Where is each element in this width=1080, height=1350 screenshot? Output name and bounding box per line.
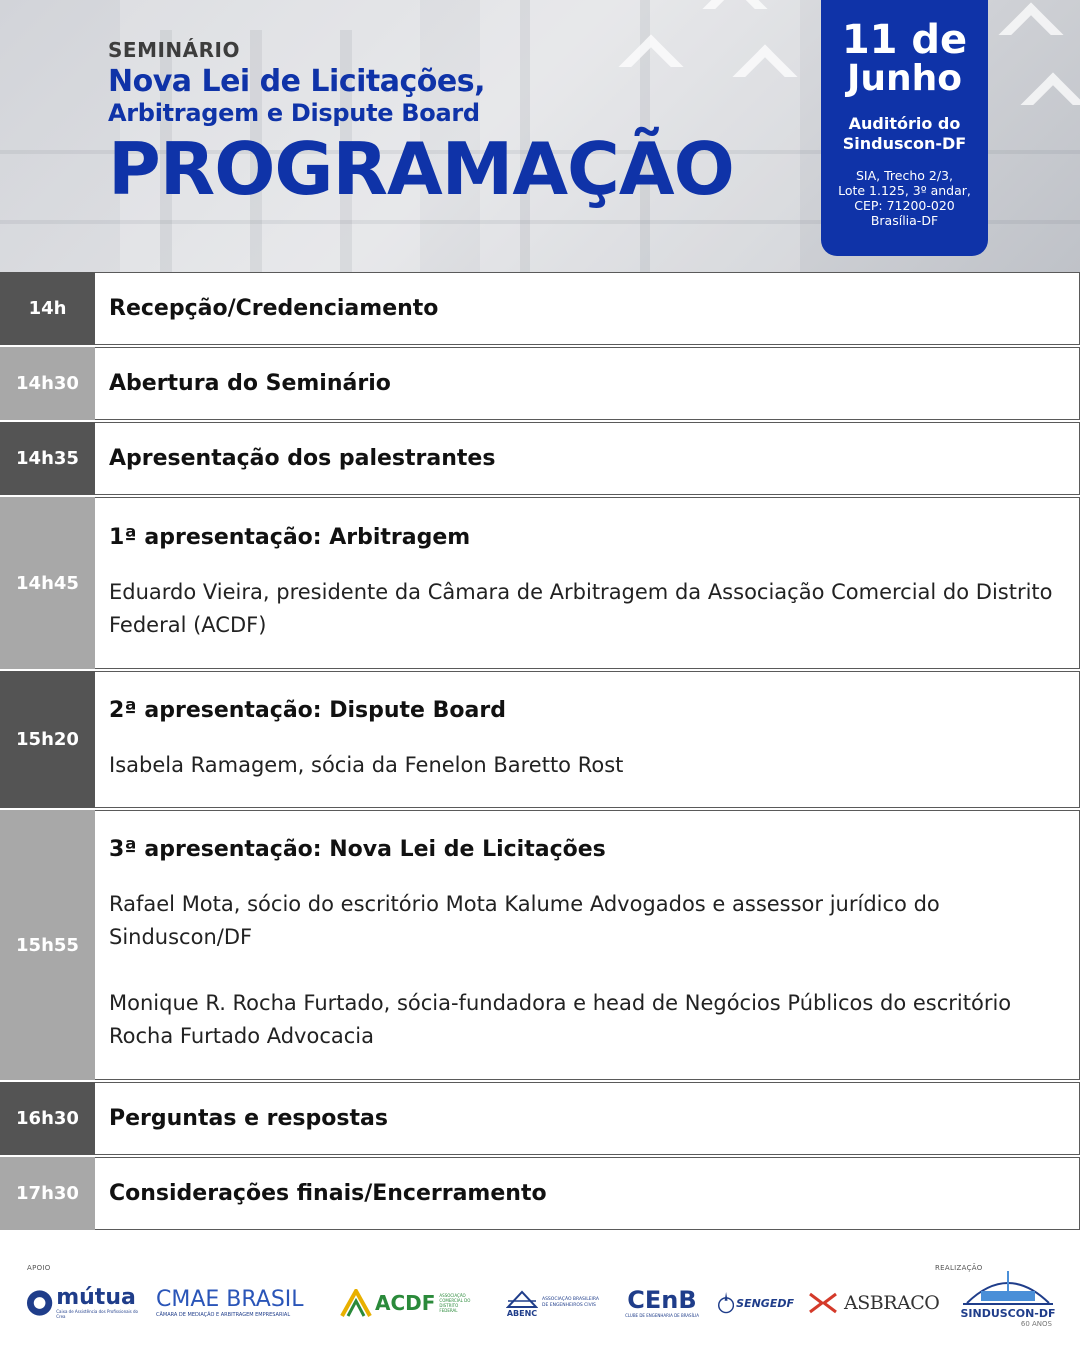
event-venue-line2: Sinduscon-DF [842, 134, 967, 153]
schedule-time: 14h45 [0, 497, 95, 669]
logo-cmae [156, 1278, 328, 1328]
schedule-content [95, 497, 1080, 669]
mutua-logo-icon [26, 1289, 53, 1317]
abenc-name: ABENC [506, 1308, 538, 1318]
diamond-decoration-icon [1020, 72, 1080, 137]
event-month: Junho [846, 58, 962, 99]
schedule-content [95, 1157, 1080, 1230]
sinduscon-anniversary: 60 ANOS [1020, 1320, 1052, 1328]
cenb-name: CEnB [627, 1285, 697, 1314]
abenc-logo-icon [506, 1289, 538, 1309]
event-kicker: SEMINÁRIO [108, 38, 240, 62]
cmae-name: CMAE BRASIL [156, 1286, 304, 1312]
realization-label: REALIZAÇÃO [935, 1264, 983, 1272]
sponsors-footer [0, 1234, 1080, 1350]
schedule-title: Abertura do Seminário [109, 371, 391, 396]
schedule-time: 14h [0, 272, 95, 345]
schedule-content [95, 671, 1080, 808]
schedule-row [0, 497, 1080, 671]
schedule-row [0, 272, 1080, 347]
event-title-line2: Arbitragem e Dispute Board [108, 99, 480, 127]
schedule-content [95, 810, 1080, 1080]
schedule-title: 2ª apresentação: Dispute Board [109, 697, 506, 723]
mutua-subtitle: Caixa de Assistência dos Profissionais do Crea [56, 1309, 139, 1319]
logo-asbraco [808, 1278, 944, 1328]
header-title-block [108, 38, 734, 211]
sinduscon-logo-icon [961, 1269, 1055, 1307]
schedule-time: 15h55 [0, 810, 95, 1080]
schedule-speaker: Monique R. Rocha Furtado, sócia-fundadora e head de Negócios Públicos do escritório Rocha Furtado Advocacia [109, 991, 1012, 1048]
page-title: PROGRAMAÇÃO [108, 127, 734, 211]
logo-abenc [506, 1278, 610, 1328]
schedule-speaker: Isabela Ramagem, sócia da Fenelon Baretto Rost [109, 752, 624, 777]
schedule-title: 3ª apresentação: Nova Lei de Licitações [109, 837, 606, 862]
event-date-box [821, 0, 988, 256]
schedule-title: 1ª apresentação: Arbitragem [109, 524, 471, 550]
event-day: 11 de [841, 17, 968, 63]
schedule-row [0, 671, 1080, 810]
schedule-title: Apresentação dos palestrantes [109, 446, 496, 471]
schedule-speaker: Eduardo Vieira, presidente da Câmara de Arbitragem da Associação Comercial do Distrito Federal (ACDF) [109, 579, 1053, 637]
schedule-row [0, 422, 1080, 497]
event-address [821, 168, 988, 228]
schedule-time: 17h30 [0, 1157, 95, 1230]
schedule-content [95, 347, 1080, 420]
schedule-time: 16h30 [0, 1082, 95, 1155]
logo-acdf [340, 1278, 490, 1328]
senge-logo-icon [718, 1288, 734, 1318]
logo-cenb [622, 1278, 702, 1328]
event-venue-line1: Auditório do [848, 114, 961, 133]
schedule-title: Recepção/Credenciamento [109, 296, 439, 321]
logo-senge [718, 1278, 794, 1328]
sinduscon-name: SINDUSCON-DF [960, 1307, 1056, 1320]
schedule-time: 15h20 [0, 671, 95, 808]
schedule-table [0, 272, 1080, 1232]
abenc-subtitle: ASSOCIAÇÃO BRASILEIRA DE ENGENHEIROS CIVIS [542, 1297, 599, 1308]
event-address-line: Brasília-DF [870, 213, 939, 228]
event-title-line1: Nova Lei de Licitações, [108, 64, 485, 99]
event-address-line: SIA, Trecho 2/3, [856, 168, 953, 183]
senge-name: SENGEDF [736, 1296, 794, 1310]
logo-sinduscon [958, 1256, 1058, 1328]
schedule-title: Perguntas e respostas [109, 1106, 388, 1131]
cmae-subtitle: CÂMARA DE MEDIAÇÃO E ARBITRAGEM EMPRESARIAL [156, 1311, 291, 1318]
schedule-content [95, 422, 1080, 495]
schedule-title: Considerações finais/Encerramento [109, 1181, 547, 1206]
asbraco-logo-icon [808, 1290, 838, 1316]
mutua-name: mútua [56, 1285, 136, 1310]
schedule-row [0, 810, 1080, 1082]
asbraco-name: ASBRACO [844, 1292, 940, 1314]
schedule-row [0, 347, 1080, 422]
schedule-content [95, 1082, 1080, 1155]
schedule-speaker: Rafael Mota, sócio do escritório Mota Kalume Advogados e assessor jurídico do Sinduscon/DF [109, 892, 940, 949]
cenb-subtitle: CLUBE DE ENGENHARIA DE BRASÍLIA [625, 1312, 699, 1318]
acdf-name: ACDF [375, 1291, 436, 1315]
header-banner [0, 0, 1080, 272]
support-label: APOIO [27, 1264, 51, 1272]
acdf-logo-icon [340, 1289, 372, 1317]
event-address-line: Lote 1.125, 3º andar, [838, 183, 971, 198]
schedule-time: 14h35 [0, 422, 95, 495]
event-venue [821, 114, 988, 154]
diamond-decoration-icon [998, 2, 1063, 67]
logo-mutua [26, 1278, 146, 1328]
schedule-content [95, 272, 1080, 345]
schedule-row [0, 1082, 1080, 1157]
acdf-subtitle: ASSOCIAÇÃO COMERCIAL DO DISTRITO FEDERAL [439, 1293, 471, 1313]
event-address-line: CEP: 71200-020 [854, 198, 955, 213]
schedule-time: 14h30 [0, 347, 95, 420]
schedule-row [0, 1157, 1080, 1232]
